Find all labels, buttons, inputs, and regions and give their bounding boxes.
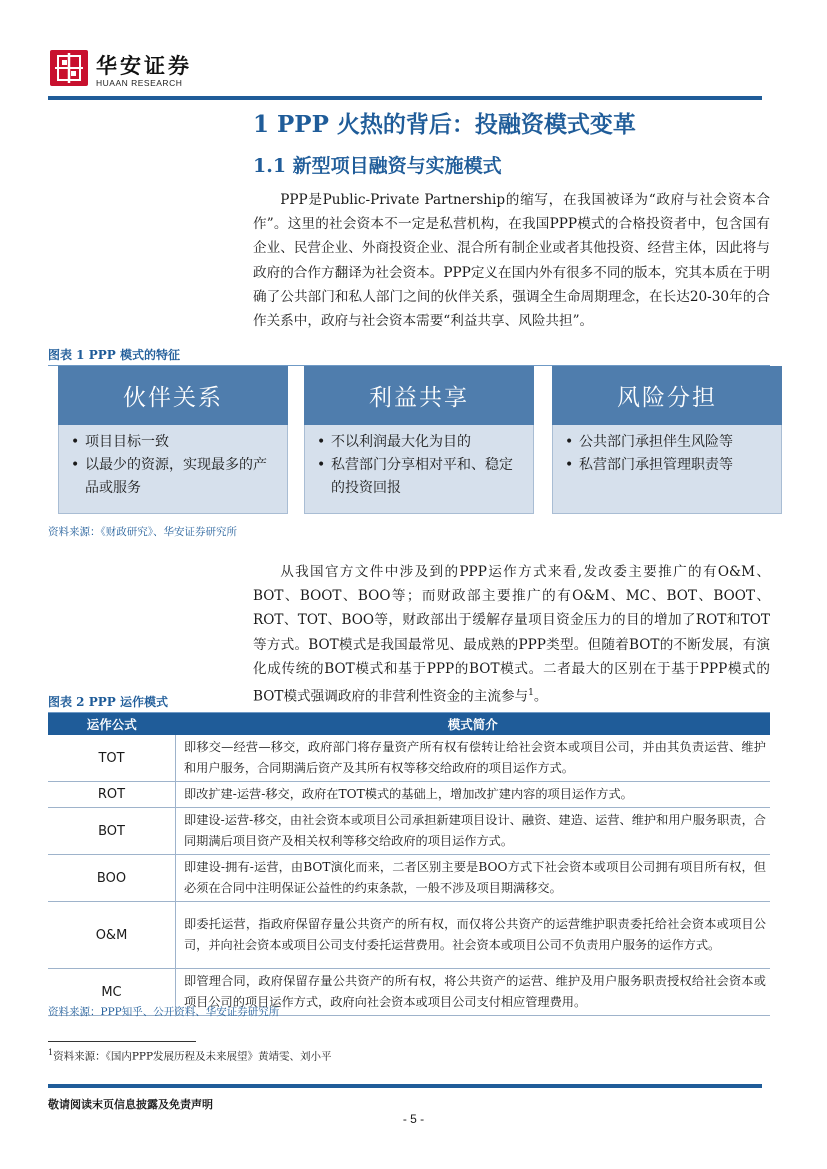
- brand-name: 华安证券: [96, 53, 192, 78]
- feature-bullet: • 私营部门承担管理职责等: [565, 454, 771, 477]
- operation-paragraph-text: 从我国官方文件中涉及到的PPP运作方式来看,发改委主要推广的有O&M、BOT、BOOT、BOO等；而财政部主要推广的有O&M、MC、BOT、BOOT、ROT、TOT、BOO等，财政部出于缓解存量项目资金压力的目的增加了ROT和TOT等方式。BOT模式是我国最常见、最成熟的PPP类型。但随着BOT的不断发展，有演化成传统的BOT模式和基于PPP的BOT模式。二者最大的区别在于基于PPP模式的BOT模式强调政府的非营利性资金的主流参与: [253, 564, 770, 705]
- footnote-text: 资料来源：《国内PPP发展历程及未来展望》黄靖雯、刘小平: [53, 1050, 332, 1063]
- feature-card-risk-sharing: [552, 366, 782, 514]
- logo-mark-icon: [50, 50, 88, 86]
- footnote: [48, 1048, 332, 1064]
- footnote-divider: [48, 1041, 196, 1042]
- table-header-row: [48, 713, 770, 735]
- feature-card-title: 风险分担: [552, 366, 782, 425]
- footnote-ref[interactable]: 1: [528, 688, 534, 699]
- feature-card-partnership: [58, 366, 288, 514]
- feature-bullet: • 项目目标一致: [71, 431, 277, 454]
- desc-cell: 即建设-拥有-运营，由BOT演化而来，二者区别主要是BOO方式下社会资本或项目公司拥有项目所有权，但必须在合同中注明保证公益性的约束条款，一般不涉及项目期满移交。: [176, 855, 771, 902]
- feature-bullet: • 以最少的资源，实现最多的产品或服务: [71, 454, 277, 500]
- feature-bullet: • 公共部门承担伴生风险等: [565, 431, 771, 454]
- feature-card-title: 利益共享: [304, 366, 534, 425]
- desc-cell: 即管理合同，政府保留存量公共资产的所有权，将公共资产的运营、维护及用户服务职责授权给社会资本或项目公司的项目运作方式，政府向社会资本或项目公司支付相应管理费用。: [176, 969, 771, 1016]
- footer-rule: [48, 1084, 762, 1088]
- ppp-operation-table: [48, 713, 770, 1016]
- mode-cell: O&M: [48, 902, 176, 969]
- table-row: [48, 735, 770, 782]
- mode-cell: TOT: [48, 735, 176, 782]
- figure1-source: 资料来源：《财政研究》、华安证券研究所: [48, 526, 237, 538]
- bullet-icon: •: [71, 434, 80, 450]
- figure2-source: 资料来源：PPP知乎、公开资料、华安证券研究所: [48, 1006, 280, 1018]
- figure2-title: 图表 2 PPP 运作模式: [48, 693, 770, 713]
- feature-card-title: 伙伴关系: [58, 366, 288, 425]
- table-row: [48, 855, 770, 902]
- logo: [50, 50, 88, 86]
- table-row: [48, 902, 770, 969]
- table-row: [48, 808, 770, 855]
- bullet-icon: •: [317, 434, 326, 450]
- figure1-title: 图表 1 PPP 模式的特征: [48, 346, 770, 366]
- bullet-icon: •: [317, 457, 326, 473]
- desc-cell: 即改扩建-运营-移交，政府在TOT模式的基础上，增加改扩建内容的项目运作方式。: [176, 782, 771, 808]
- desc-cell: 即移交—经营—移交，政府部门将存量资产所有权有偿转让给社会资本或项目公司，并由其负责运营、维护和用户服务，合同期满后资产及其所有权等移交给政府的项目运作方式。: [176, 735, 771, 782]
- mode-cell: BOO: [48, 855, 176, 902]
- brand-name-en: HUAAN RESEARCH: [96, 78, 183, 88]
- desc-cell: 即建设-运营-移交，由社会资本或项目公司承担新建项目设计、融资、建造、运营、维护和用户服务职责，合同期满后项目资产及相关权利等移交给政府的项目运作方式。: [176, 808, 771, 855]
- intro-paragraph: [253, 188, 770, 333]
- figure1-ppp-features: [48, 366, 770, 516]
- bullet-icon: •: [71, 457, 80, 473]
- bullet-icon: •: [565, 434, 574, 450]
- operation-paragraph: 从我国官方文件中涉及到的PPP运作方式来看,发改委主要推广的有O&M、BOT、BOOT、BOO等；而财政部主要推广的有O&M、MC、BOT、BOOT、ROT、TOT、BOO等，财政部出于缓解存量项目资金压力的目的增加了ROT和TOT等方式。BOT模式是我国最常见、最成熟的PPP类型。但随着BOT的不断发展，有演化成传统的BOT模式和基于PPP的BOT模式。二者最大的区别在于基于PPP模式的BOT模式强调政府的非营利性资金的主流参与$^1$。: [253, 564, 770, 705]
- section-heading: 1 PPP 火热的背后：投融资模式变革: [253, 111, 636, 138]
- page-number: - 5 -: [402, 1112, 425, 1126]
- mode-cell: ROT: [48, 782, 176, 808]
- desc-cell: 即委托运营，指政府保留存量公共资产的所有权，而仅将公共资产的运营维护职责委托给社会资本或项目公司，并向社会资本或项目公司支付委托运营费用。社会资本或项目公司不负责用户服务的运作方式。: [176, 902, 771, 969]
- mode-cell: MC: [48, 969, 176, 1016]
- intro-paragraph-text: PPP是Public-Private Partnership的缩写，在我国被译为“政府与社会资本合作”。这里的社会资本不一定是私营机构，在我国PPP模式的合格投资者中，包含国有企业、民营企业、外商投资企业、混合所有制企业或者其他投资、经营主体，因此将与政府的合作方翻译为社会资本。PPP定义在国内外有很多不同的版本，究其本质在于明确了公共部门和私人部门之间的伙伴关系，强调全生命周期理念，在长达20-30年的合作关系中，政府与社会资本需要“利益共享、风险共担”。: [253, 192, 770, 330]
- feature-bullet: • 不以利润最大化为目的: [317, 431, 523, 454]
- feature-bullet: • 私营部门分享相对平和、稳定的投资回报: [317, 454, 523, 500]
- column-header: 运作公式: [48, 713, 176, 735]
- disclaimer-link[interactable]: 敬请阅读末页信息披露及免责声明: [48, 1098, 213, 1111]
- mode-cell: BOT: [48, 808, 176, 855]
- subsection-heading: 1.1 新型项目融资与实施模式: [253, 155, 502, 177]
- column-header: 模式简介: [176, 713, 771, 735]
- feature-card-benefit-sharing: [304, 366, 534, 514]
- table-row: [48, 782, 770, 808]
- footnote-marker: 1: [48, 1048, 54, 1057]
- header-rule: [48, 96, 762, 100]
- bullet-icon: •: [565, 457, 574, 473]
